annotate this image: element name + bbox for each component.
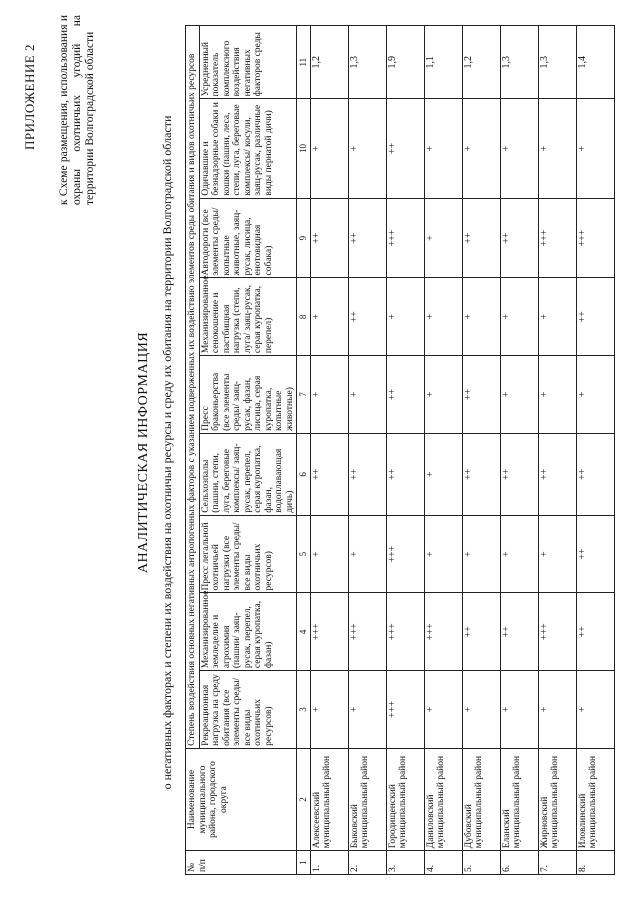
impact-cell: + [576, 671, 614, 749]
row-number: 1. [310, 851, 348, 875]
impact-cell: + [424, 356, 462, 434]
table-row [500, 26, 538, 875]
impact-cell: + [538, 356, 576, 434]
table-row [462, 26, 500, 875]
impact-cell: + [424, 198, 462, 278]
impact-cell: +++ [424, 593, 462, 671]
impact-cell: ++ [348, 198, 386, 278]
impact-cell: + [538, 515, 576, 593]
factor-header: Автодороги (все элементы среды/ копытные животные, заяц-русак, лисица, енотовидная собака) [199, 198, 297, 278]
impact-cell: ++ [500, 198, 538, 278]
impact-cell: + [310, 515, 348, 593]
impact-cell: + [424, 671, 462, 749]
average-index-cell: 1,1 [424, 26, 462, 99]
column-number: 8 [297, 278, 311, 356]
impact-cell: ++ [386, 99, 424, 198]
impact-cell: ++ [348, 278, 386, 356]
impact-cell: + [538, 278, 576, 356]
column-number: 11 [297, 26, 311, 99]
impact-cell: +++ [538, 198, 576, 278]
impact-cell: + [576, 99, 614, 198]
impact-cell: ++ [576, 278, 614, 356]
row-number: 6. [500, 851, 538, 875]
impact-cell: + [500, 278, 538, 356]
average-index-cell: 1,2 [310, 26, 348, 99]
header-row-factors [199, 26, 297, 875]
impact-cell: + [310, 671, 348, 749]
table-body [310, 26, 614, 875]
average-index-cell: 1,4 [576, 26, 614, 99]
impact-cell: + [576, 356, 614, 434]
column-number: 3 [297, 671, 311, 749]
table-row [424, 26, 462, 875]
impact-cell: ++ [310, 198, 348, 278]
impact-cell: + [424, 278, 462, 356]
impact-cell: ++ [348, 433, 386, 515]
impact-cell: ++ [538, 433, 576, 515]
impact-cell: + [500, 99, 538, 198]
impact-cell: ++ [310, 433, 348, 515]
column-number: 6 [297, 433, 311, 515]
impact-cell: + [348, 356, 386, 434]
impact-cell: +++ [386, 593, 424, 671]
average-index-cell: 1,2 [462, 26, 500, 99]
factor-header: Механизированное сенокошение и пастбищная нагрузка (степи, луга/ заяц-русак, серая куропатка, перепел) [199, 278, 297, 356]
table-row [538, 26, 576, 875]
impact-cell: + [462, 278, 500, 356]
row-number: 3. [386, 851, 424, 875]
impact-cell: ++ [576, 515, 614, 593]
factor-header: Пресс браконьерства (все элементы среды/ заяц-русак, фазан, лисица, серая куропатка, копытные животные) [199, 356, 297, 434]
municipality-name: Еланский муниципальный район [500, 748, 538, 850]
municipality-name: Даниловский муниципальный район [424, 748, 462, 850]
impact-cell: +++ [348, 593, 386, 671]
impact-cell: ++ [576, 593, 614, 671]
municipality-name: Городищенский муниципальный район [386, 748, 424, 850]
row-number: 2. [348, 851, 386, 875]
average-index-cell: 1,3 [538, 26, 576, 99]
row-number: 4. [424, 851, 462, 875]
impact-cell: + [348, 515, 386, 593]
group-header: Степень воздействия основных негативных антропогенных факторов с указанием подверженных их воздействию элементов среды обитания и видов охотничьих ресурсов [186, 26, 200, 749]
header-row-numbers [297, 26, 311, 875]
impact-cell: + [386, 278, 424, 356]
impact-cell: + [310, 278, 348, 356]
impact-cell: ++ [500, 433, 538, 515]
impact-cell: ++ [462, 356, 500, 434]
impact-cell: +++ [386, 515, 424, 593]
table-row [310, 26, 348, 875]
row-number: 8. [576, 851, 614, 875]
average-index-cell: 1,3 [500, 26, 538, 99]
column-number: 1 [297, 851, 311, 875]
appendix-title: ПРИЛОЖЕНИЕ 2 [22, 44, 37, 150]
impact-cell: + [424, 515, 462, 593]
factor-header: Рекреационная нагрузка на среду обитания (все элементы среды/ все виды охотничьих ресурсов) [199, 671, 297, 749]
impact-cell: + [500, 671, 538, 749]
impact-cell: + [348, 99, 386, 198]
municipality-name: Быковский муниципальный район [348, 748, 386, 850]
impact-cell: ++ [500, 593, 538, 671]
impact-cell: + [462, 671, 500, 749]
impact-cell: + [310, 356, 348, 434]
row-number: 5. [462, 851, 500, 875]
col-name-header: Наименование муниципального района, городского округа [186, 748, 297, 850]
header-row-group [186, 26, 200, 875]
factor-header: Сельхозпалы (пашни, степи, луга, береговые комплексы/ заяц-русак, перепел, серая куропатка, фазан, водоплавающая дичь) [199, 433, 297, 515]
document-title: АНАЛИТИЧЕСКАЯ ИНФОРМАЦИЯ [136, 331, 151, 574]
impact-cell: ++ [386, 433, 424, 515]
table-row [386, 26, 424, 875]
impact-cell: + [462, 515, 500, 593]
impact-cell: + [424, 99, 462, 198]
average-index-cell: 1,3 [348, 26, 386, 99]
table-row [576, 26, 614, 875]
municipality-name: Дубовский муниципальный район [462, 748, 500, 850]
impact-cell: + [500, 356, 538, 434]
impact-cell: +++ [386, 671, 424, 749]
average-index-cell: 1,9 [386, 26, 424, 99]
impact-cell: ++ [386, 356, 424, 434]
impact-cell: ++ [576, 433, 614, 515]
column-number: 7 [297, 356, 311, 434]
factor-header: Пресс легальной охотничьей нагрузки (все элементы среды/ все виды охотничьих ресурсов) [199, 515, 297, 593]
impact-cell: +++ [538, 593, 576, 671]
municipality-name: Иловлинский муниципальный район [576, 748, 614, 850]
impact-cell: +++ [576, 198, 614, 278]
column-number: 10 [297, 99, 311, 198]
impact-cell: + [310, 99, 348, 198]
factor-header: Механизированное земледелие и агрохимия (пашни/ заяц-русак, перепел, серая куропатка, фазан) [199, 593, 297, 671]
column-number: 4 [297, 593, 311, 671]
document-subtitle: о негативных факторах и степени их воздействия на охотничьи ресурсы и среду их обитания на территории Волгоградской области [160, 115, 174, 790]
row-number: 7. [538, 851, 576, 875]
impact-cell: ++ [462, 433, 500, 515]
factor-header: Одичавшие и безнадзорные собаки и кошки (пашни, леса, степи, луга, береговые комплексы/ косули, заяц-русак, различные виды пернатой дичи) [199, 99, 297, 198]
municipality-name: Жирновский муниципальный район [538, 748, 576, 850]
impact-cell: + [348, 671, 386, 749]
appendix-subtitle: к Схеме размещения, использования и охраны охотничьих угодий на территории Волгоградской области [58, 15, 96, 205]
column-number: 9 [297, 198, 311, 278]
factor-table [185, 25, 615, 875]
column-number: 2 [297, 748, 311, 850]
impact-cell: + [462, 99, 500, 198]
impact-cell: ++ [462, 593, 500, 671]
impact-cell: +++ [310, 593, 348, 671]
impact-cell: + [538, 99, 576, 198]
factor-header: Усредненный показатель комплексного воздействия негативных факторов среды [199, 26, 297, 99]
municipality-name: Алексеевский муниципальный район [310, 748, 348, 850]
impact-cell: +++ [386, 198, 424, 278]
impact-cell: + [500, 515, 538, 593]
column-number: 5 [297, 515, 311, 593]
impact-cell: + [424, 433, 462, 515]
table-row [348, 26, 386, 875]
impact-cell: + [538, 671, 576, 749]
impact-cell: ++ [462, 198, 500, 278]
col-no-header: № п/п [186, 851, 297, 875]
